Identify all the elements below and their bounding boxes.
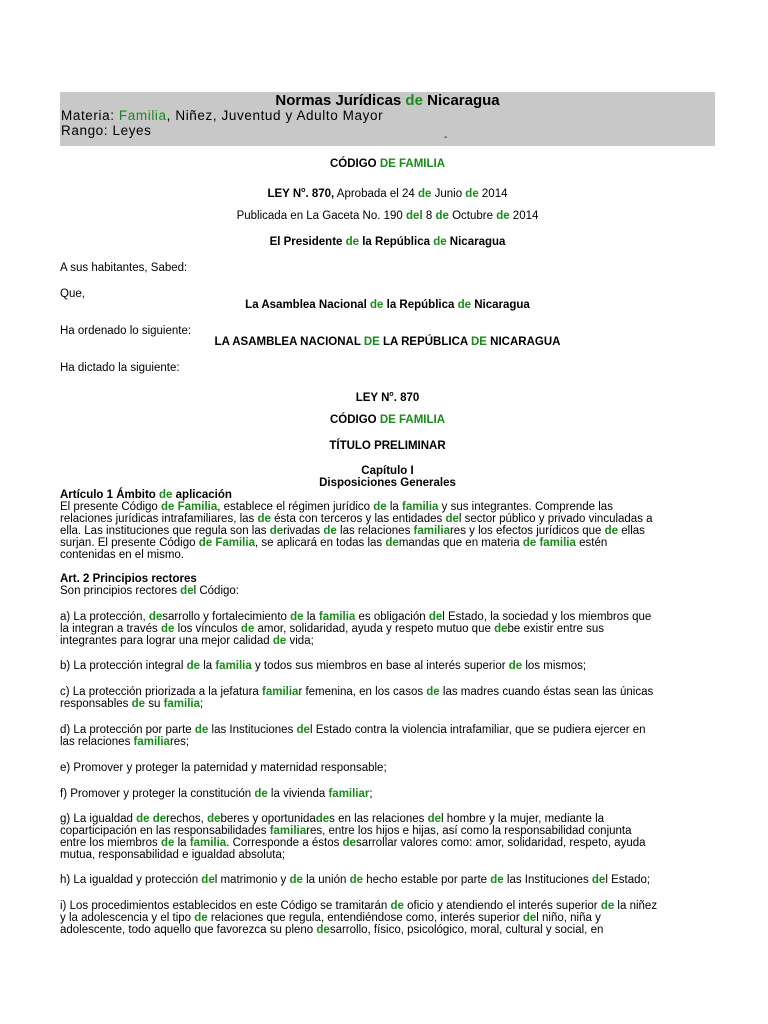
codigo2-title: CÓDIGO DE FAMILIA — [329, 414, 445, 426]
item-g-line: coparticipación en las responsabilidades familiares, entre los hijos e hijas, así como la responsabilidad conjunta — [60, 825, 632, 837]
header-materia: Materia: Familia, Niñez, Juventud y Adulto Mayor — [61, 108, 384, 123]
item-a-line: la integran a través de los vínculos de amor, solidaridad, ayuda y respeto mutuo que debe existir entre sus — [60, 623, 605, 635]
art1-line: El presente Código de Familia, establece el régimen jurídico de la familia y sus integrantes. Comprende las — [60, 501, 613, 513]
item-h-line: h) La igualdad y protección del matrimonio y de la unión de hecho estable por parte de las Instituciones del Estado; — [60, 874, 651, 886]
art1-line: contenidas en el mismo. — [60, 549, 185, 561]
capitulo-title: Capítulo I — [361, 465, 414, 477]
art2-heading: Art. 2 Principios rectores — [60, 573, 197, 585]
header-rango: Rango: Leyes — [61, 123, 152, 138]
asamblea-upper-line: LA ASAMBLEA NACIONAL DE LA REPÚBLICA DE NICARAGUA — [214, 336, 561, 348]
item-a-line: a) La protección, desarrollo y fortalecimiento de la familia es obligación del Estado, la sociedad y los miembros que — [60, 611, 652, 623]
art1-heading: Artículo 1 Ámbito de aplicación — [60, 489, 232, 501]
item-c-line: responsables de su familia; — [60, 698, 204, 710]
item-a-line: integrantes para lograr una mejor calidad de vida; — [60, 635, 314, 647]
asamblea-line: La Asamblea Nacional de la República de Nicaragua — [245, 299, 530, 311]
codigo-title: CÓDIGO DE FAMILIA — [329, 158, 445, 170]
document-header — [60, 92, 715, 146]
item-g-line: entre los miembros de la familia. Corresponde a éstos desarrollar valores como: amor, solidaridad, respeto, ayuda — [60, 837, 646, 849]
habitantes-text: A sus habitantes, Sabed: — [60, 262, 188, 274]
item-d-line: d) La protección por parte de las Instituciones del Estado contra la violencia intrafamiliar, que se pudiera ejercer en — [60, 724, 646, 736]
presidente-line: El Presidente de la República de Nicaragua — [269, 236, 506, 248]
item-g-line: g) La igualdad de derechos, deberes y oportunidades en las relaciones del hombre y la mujer, mediante la — [60, 813, 605, 825]
header-dash: - — [444, 132, 448, 143]
ley-line: LEY $N^o$. 870, Aprobada el 24 de Junio de 2014 — [267, 187, 508, 200]
item-e-line: e) Promover y proteger la paternidad y maternidad responsable; — [60, 762, 387, 774]
art1-line: ella. Las instituciones que regula son las derivadas de las relaciones familiares y los efectos jurídicos que de ellas — [60, 525, 645, 537]
art1-line: surjan. El presente Código de Familia, se aplicará en todas las demandas que en materia de familia estén — [60, 537, 608, 549]
item-i-line: adolescente, todo aquello que favorezca su pleno desarrollo, físico, psicológico, moral, cultural y social, en — [60, 924, 604, 936]
que-text: Que, — [60, 288, 85, 300]
ley2-line: LEY $N^o$. 870 — [355, 391, 420, 404]
art1-line: relaciones jurídicas intrafamiliares, las de ésta con terceros y las entidades del sector público y privado vinculadas a — [60, 513, 653, 525]
item-i-line: y la adolescencia y el tipo de relaciones que regula, entendiéndose como, interés superior del niño, niña y — [60, 912, 601, 924]
titulo-preliminar: TÍTULO PRELIMINAR — [329, 440, 446, 452]
disposiciones-title: Disposiciones Generales — [319, 477, 456, 489]
item-d-line: las relaciones familiares; — [60, 736, 190, 748]
gaceta-line: Publicada en La Gaceta No. 190 del 8 de Octubre de 2014 — [236, 210, 539, 222]
item-b-line: b) La protección integral de la familia y todos sus miembros en base al interés superior de los mismos; — [60, 660, 587, 672]
item-c-line: c) La protección priorizada a la jefatura familiar femenina, en los casos de las madres cuando éstas sean las únicas — [60, 686, 654, 698]
header-title: Normas Jurídicas de Nicaragua — [275, 92, 500, 109]
ordenado-text: Ha ordenado lo siguiente: — [60, 325, 192, 337]
item-f-line: f) Promover y proteger la constitución de la vivienda familiar; — [60, 788, 373, 800]
art2-sub: Son principios rectores del Código: — [60, 585, 239, 597]
item-i-line: i) Los procedimientos establecidos en este Código se tramitarán de oficio y atendiendo el interés superior de la niñez — [60, 900, 658, 912]
dictado-text: Ha dictado la siguiente: — [60, 362, 180, 374]
item-g-line: mutua, responsabilidad e igualdad absoluta; — [60, 849, 286, 861]
